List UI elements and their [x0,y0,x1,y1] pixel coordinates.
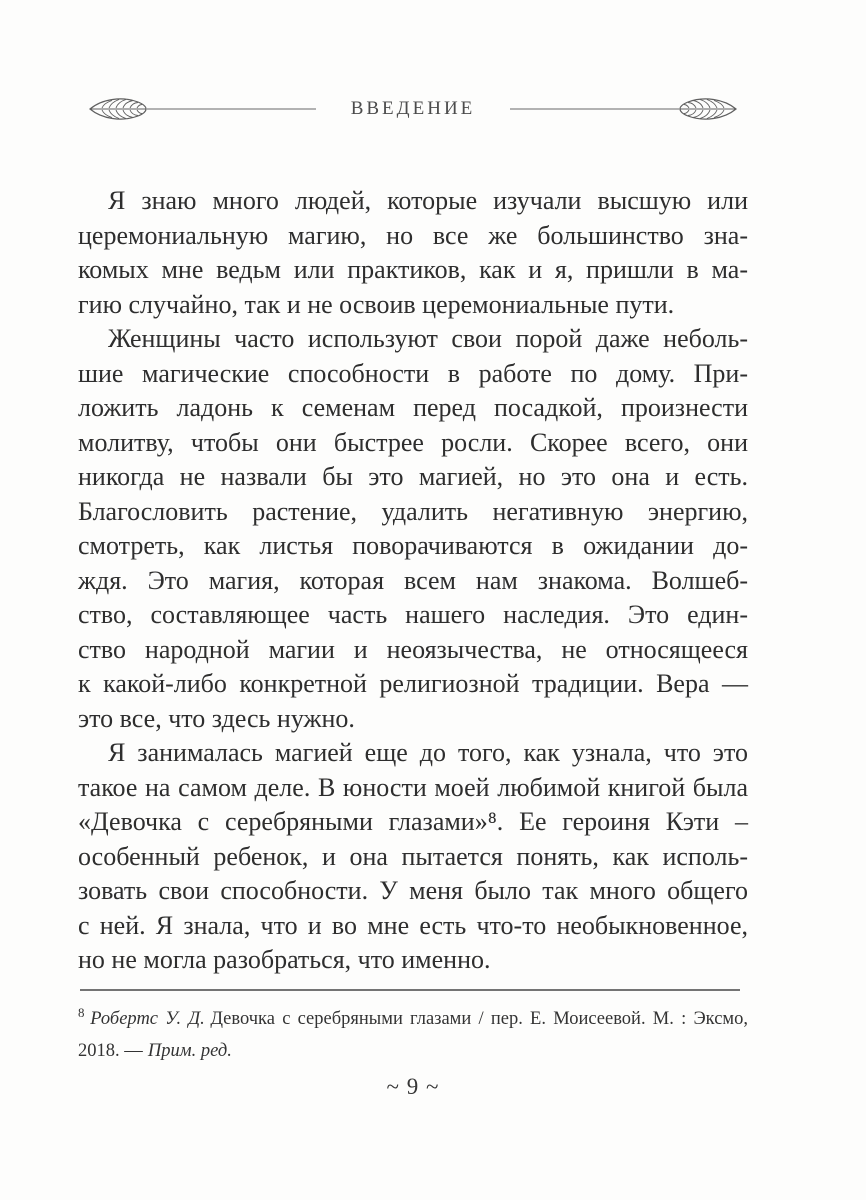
paragraph-2 [78,322,748,736]
text-line: Женщины часто используют свои порой даже неболь- [108,324,748,353]
text-line: ство, составляющее часть нашего наследия. Это един- [78,600,748,629]
footnote-year: 2018. — [78,1041,143,1061]
footnote-divider-rule [80,989,740,991]
text-line: это все, что здесь нужно. [78,703,355,733]
text-line: Я знаю много людей, которые изучали высшую или [108,186,748,215]
text-line: но не могла разобраться, что именно. [78,945,491,974]
text-column [78,0,748,1200]
paragraph-3 [78,736,748,978]
footnote-line-1 [78,1003,748,1035]
chapter-header [78,93,748,125]
text-line: комых мне ведьм или практиков, как и я, пришли в ма- [78,255,748,284]
text-line: Я занималась магией еще до того, как узнала, что это [108,738,748,767]
text-line: с ней. Я знала, что и во мне есть что-то необыкновенное, [78,910,748,940]
text-line: зовать свои способности. У меня было так много общего [78,876,748,905]
text-line: такое на самом деле. В юности моей любимой книгой была [78,772,748,802]
text-line: гию случайно, так и не освоив церемониальные пути. [78,289,675,319]
text-line: церемониальную магию, но все же большинство зна- [78,220,748,250]
footnote [78,1003,748,1067]
footnote-editor-note: Прим. ред. [147,1041,232,1061]
footnote-reference-text: Девочка с серебряными глазами / пер. Е. Моисеевой. М. : Эксмо, [210,1009,748,1029]
leaf-arrow-left-icon [88,93,316,125]
text-line: ложить ладонь к семенам перед посадкой, произнести [78,393,748,422]
text-line: ждя. Это магия, которая всем нам знакома. Волшеб- [78,565,748,595]
chapter-title: ВВЕДЕНИЕ [350,98,476,119]
text-line: ство народной магии и неоязычества, не относящееся [78,634,748,664]
footnote-marker: 8 [78,1004,85,1020]
text-line: шие магические способности в работе по дому. При- [78,358,748,388]
text-line: особенный ребенок, и она пытается понять, как исполь- [78,841,748,871]
text-line: «Девочка с серебряными глазами»⁸. Ее героиня Кэти – [78,807,748,836]
footnote-author: Робертс У. Д. [90,1009,205,1029]
text-line: смотреть, как листья поворачиваются в ожидании до- [78,531,748,560]
paragraph-1 [78,184,748,322]
leaf-arrow-right-icon [510,93,738,125]
body-text [78,184,748,978]
page-number: ~ 9 ~ [386,1074,440,1099]
text-line: Благословить растение, удалить негативную энергию, [78,496,748,526]
text-line: к какой-либо конкретной религиозной традиции. Вера — [78,669,748,698]
text-line: молитву, чтобы они быстрее росли. Скорее всего, они [78,427,748,457]
footnote-line-2 [78,1035,748,1067]
text-line: никогда не назвали бы это магией, но это она и есть. [78,462,748,491]
